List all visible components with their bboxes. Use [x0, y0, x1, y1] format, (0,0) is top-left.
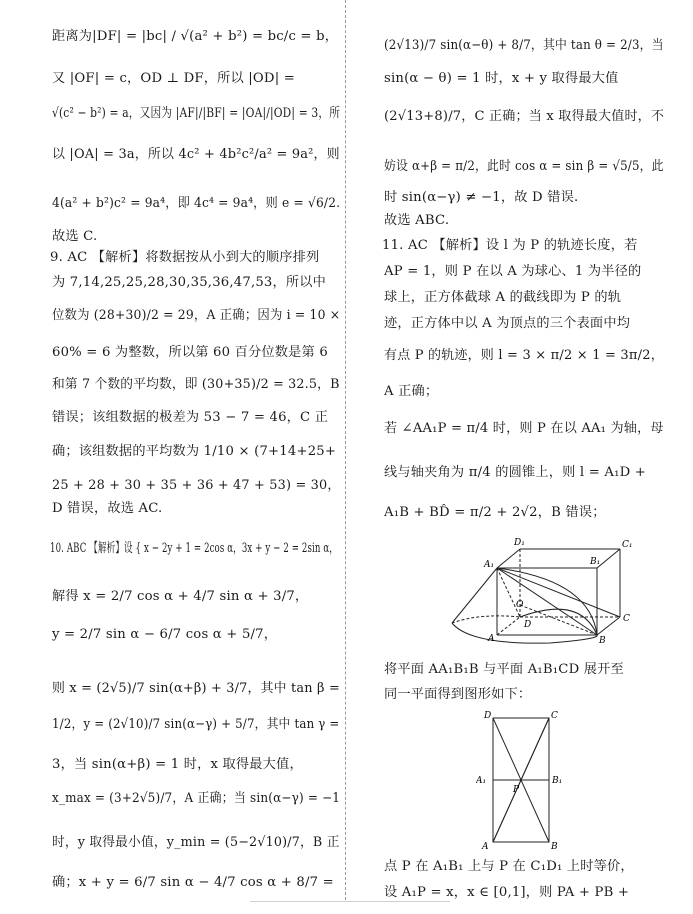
label-B: B [551, 842, 558, 850]
text-line: 距离为|DF| = |bc| / √(a² + b²) = bc/c = b， [52, 29, 339, 44]
unfold-figure [476, 710, 566, 850]
text-line: 有点 P 的轨迹，则 l = 3 × π/2 × 1 = 3π/2， [384, 348, 664, 363]
text-line: 点 P 在 A₁B₁ 上与 P 在 C₁D₁ 上时等价， [384, 859, 634, 874]
text-line: x_max = (3+2√5)/7，A 正确；当 sin(α−γ) = −1 [52, 791, 341, 806]
text-line: 迹，正方体中以 A 为顶点的三个表面中均 [384, 316, 631, 331]
text-line: (2√13)/7 sin(α−θ) + 8/7，其中 tan θ = 2/3，当 [384, 38, 664, 53]
text-line: D 错误，故选 AC. [52, 501, 163, 516]
text-line: 线与轴夹角为 π/4 的圆锥上，则 l = A₁D + [384, 465, 647, 480]
text-line: sin(α − θ) = 1 时，x + y 取得最大值 [384, 71, 619, 86]
label-P: P [513, 785, 520, 795]
text-line: 4(a² + b²)c² = 9a⁴，即 4c⁴ = 9a⁴，则 e = √6/2. [52, 196, 341, 211]
text-line: 故选 C. [52, 229, 98, 244]
text-line: 11. AC 【解析】设 l 为 P 的轨迹长度，若 [382, 238, 638, 253]
text-line: 错误；该组数据的极差为 53 − 7 = 46，C 正 [52, 410, 329, 425]
label-D: D [484, 711, 492, 721]
label-B: B [599, 636, 606, 646]
text-line: A₁B + BD̂ = π/2 + 2√2，B 错误； [384, 505, 606, 520]
label-A1: A₁ [476, 776, 487, 786]
text-line: 又 |OF| = c，OD ⊥ DF，所以 |OD| = [52, 71, 295, 86]
text-line: 确；该组数据的平均数为 1/10 × (7+14+25+ [52, 444, 337, 459]
text-line: 时，y 取得最小值，y_min = (5−2√10)/7，B 正 [52, 835, 340, 850]
label-B1: B₁ [590, 557, 601, 567]
text-line: 9. AC 【解析】将数据按从小到大的顺序排列 [50, 250, 320, 265]
label-O: O [516, 600, 524, 610]
text-line: 确；x + y = 6/7 sin α − 4/7 cos α + 8/7 = [52, 875, 334, 890]
text-line: AP = 1，则 P 在以 A 为球心、1 为半径的 [384, 264, 642, 279]
text-line: 则 x = (2√5)/7 sin(α+β) + 3/7，其中 tan β = [52, 681, 340, 696]
text-line: 60% = 6 为整数，所以第 60 百分位数是第 6 [52, 345, 328, 360]
footer-rule [250, 901, 450, 912]
text-line: 以 |OA| = 3a，所以 4c² + 4b²c²/a² = 9a²，则 [52, 147, 340, 162]
text-line: √(c² − b²) = a，又因为 |AF|/|BF| = |OA|/|OD| = 3，所 [52, 106, 341, 121]
text-line: 10. ABC 【解析】设 { x − 2y + 1 = 2cos α，3x + y − 2 = 2sin α， [50, 541, 338, 556]
cube-cone-figure [440, 535, 640, 650]
label-B1: B₁ [552, 776, 563, 786]
text-line: 故选 ABC. [384, 213, 450, 228]
text-line: 同一平面得到图形如下： [384, 687, 532, 702]
label-C: C [551, 711, 558, 721]
text-line: 1/2，y = (2√10)/7 sin(α−γ) + 5/7，其中 tan γ = [52, 717, 340, 732]
text-line: (2√13+8)/7，C 正确；当 x 取得最大值时，不 [384, 109, 665, 124]
label-D: D [524, 620, 532, 630]
text-line: 3，当 sin(α+β) = 1 时，x 取得最大值， [52, 757, 303, 772]
text-line: y = 2/7 sin α − 6/7 cos α + 5/7， [52, 627, 278, 642]
text-line: A 正确； [384, 384, 439, 399]
column-divider [345, 0, 346, 900]
text-line: 25 + 28 + 30 + 35 + 36 + 47 + 53) = 30， [52, 478, 341, 493]
text-line: 若 ∠AA₁P = π/4 时，则 P 在以 AA₁ 为轴，母 [384, 421, 664, 436]
text-line: 时 sin(α−γ) ≠ −1，故 D 错误. [384, 190, 579, 205]
label-C: C [623, 614, 630, 624]
label-A1: A₁ [484, 560, 495, 570]
text-line: 妨设 α+β = π/2，此时 cos α = sin β = √5/5，此 [384, 159, 664, 174]
label-C1: C₁ [622, 540, 633, 550]
text-line: 和第 7 个数的平均数，即 (30+35)/2 = 32.5，B [52, 377, 340, 392]
label-A: A [488, 634, 495, 644]
text-line: 位数为 (28+30)/2 = 29，A 正确；因为 i = 10 × [52, 308, 341, 323]
text-line: 设 A₁P = x，x ∈ [0,1]，则 PA + PB + [384, 885, 630, 900]
text-line: 将平面 AA₁B₁B 与平面 A₁B₁CD 展开至 [384, 662, 624, 677]
text-line: 球上，正方体截球 A 的截线即为 P 的轨 [384, 290, 622, 305]
text-line: 为 7,14,25,25,28,30,35,36,47,53，所以中 [52, 275, 327, 290]
label-A: A [482, 842, 489, 850]
text-line: 解得 x = 2/7 cos α + 4/7 sin α + 3/7， [52, 589, 309, 604]
label-D1: D₁ [514, 538, 525, 548]
